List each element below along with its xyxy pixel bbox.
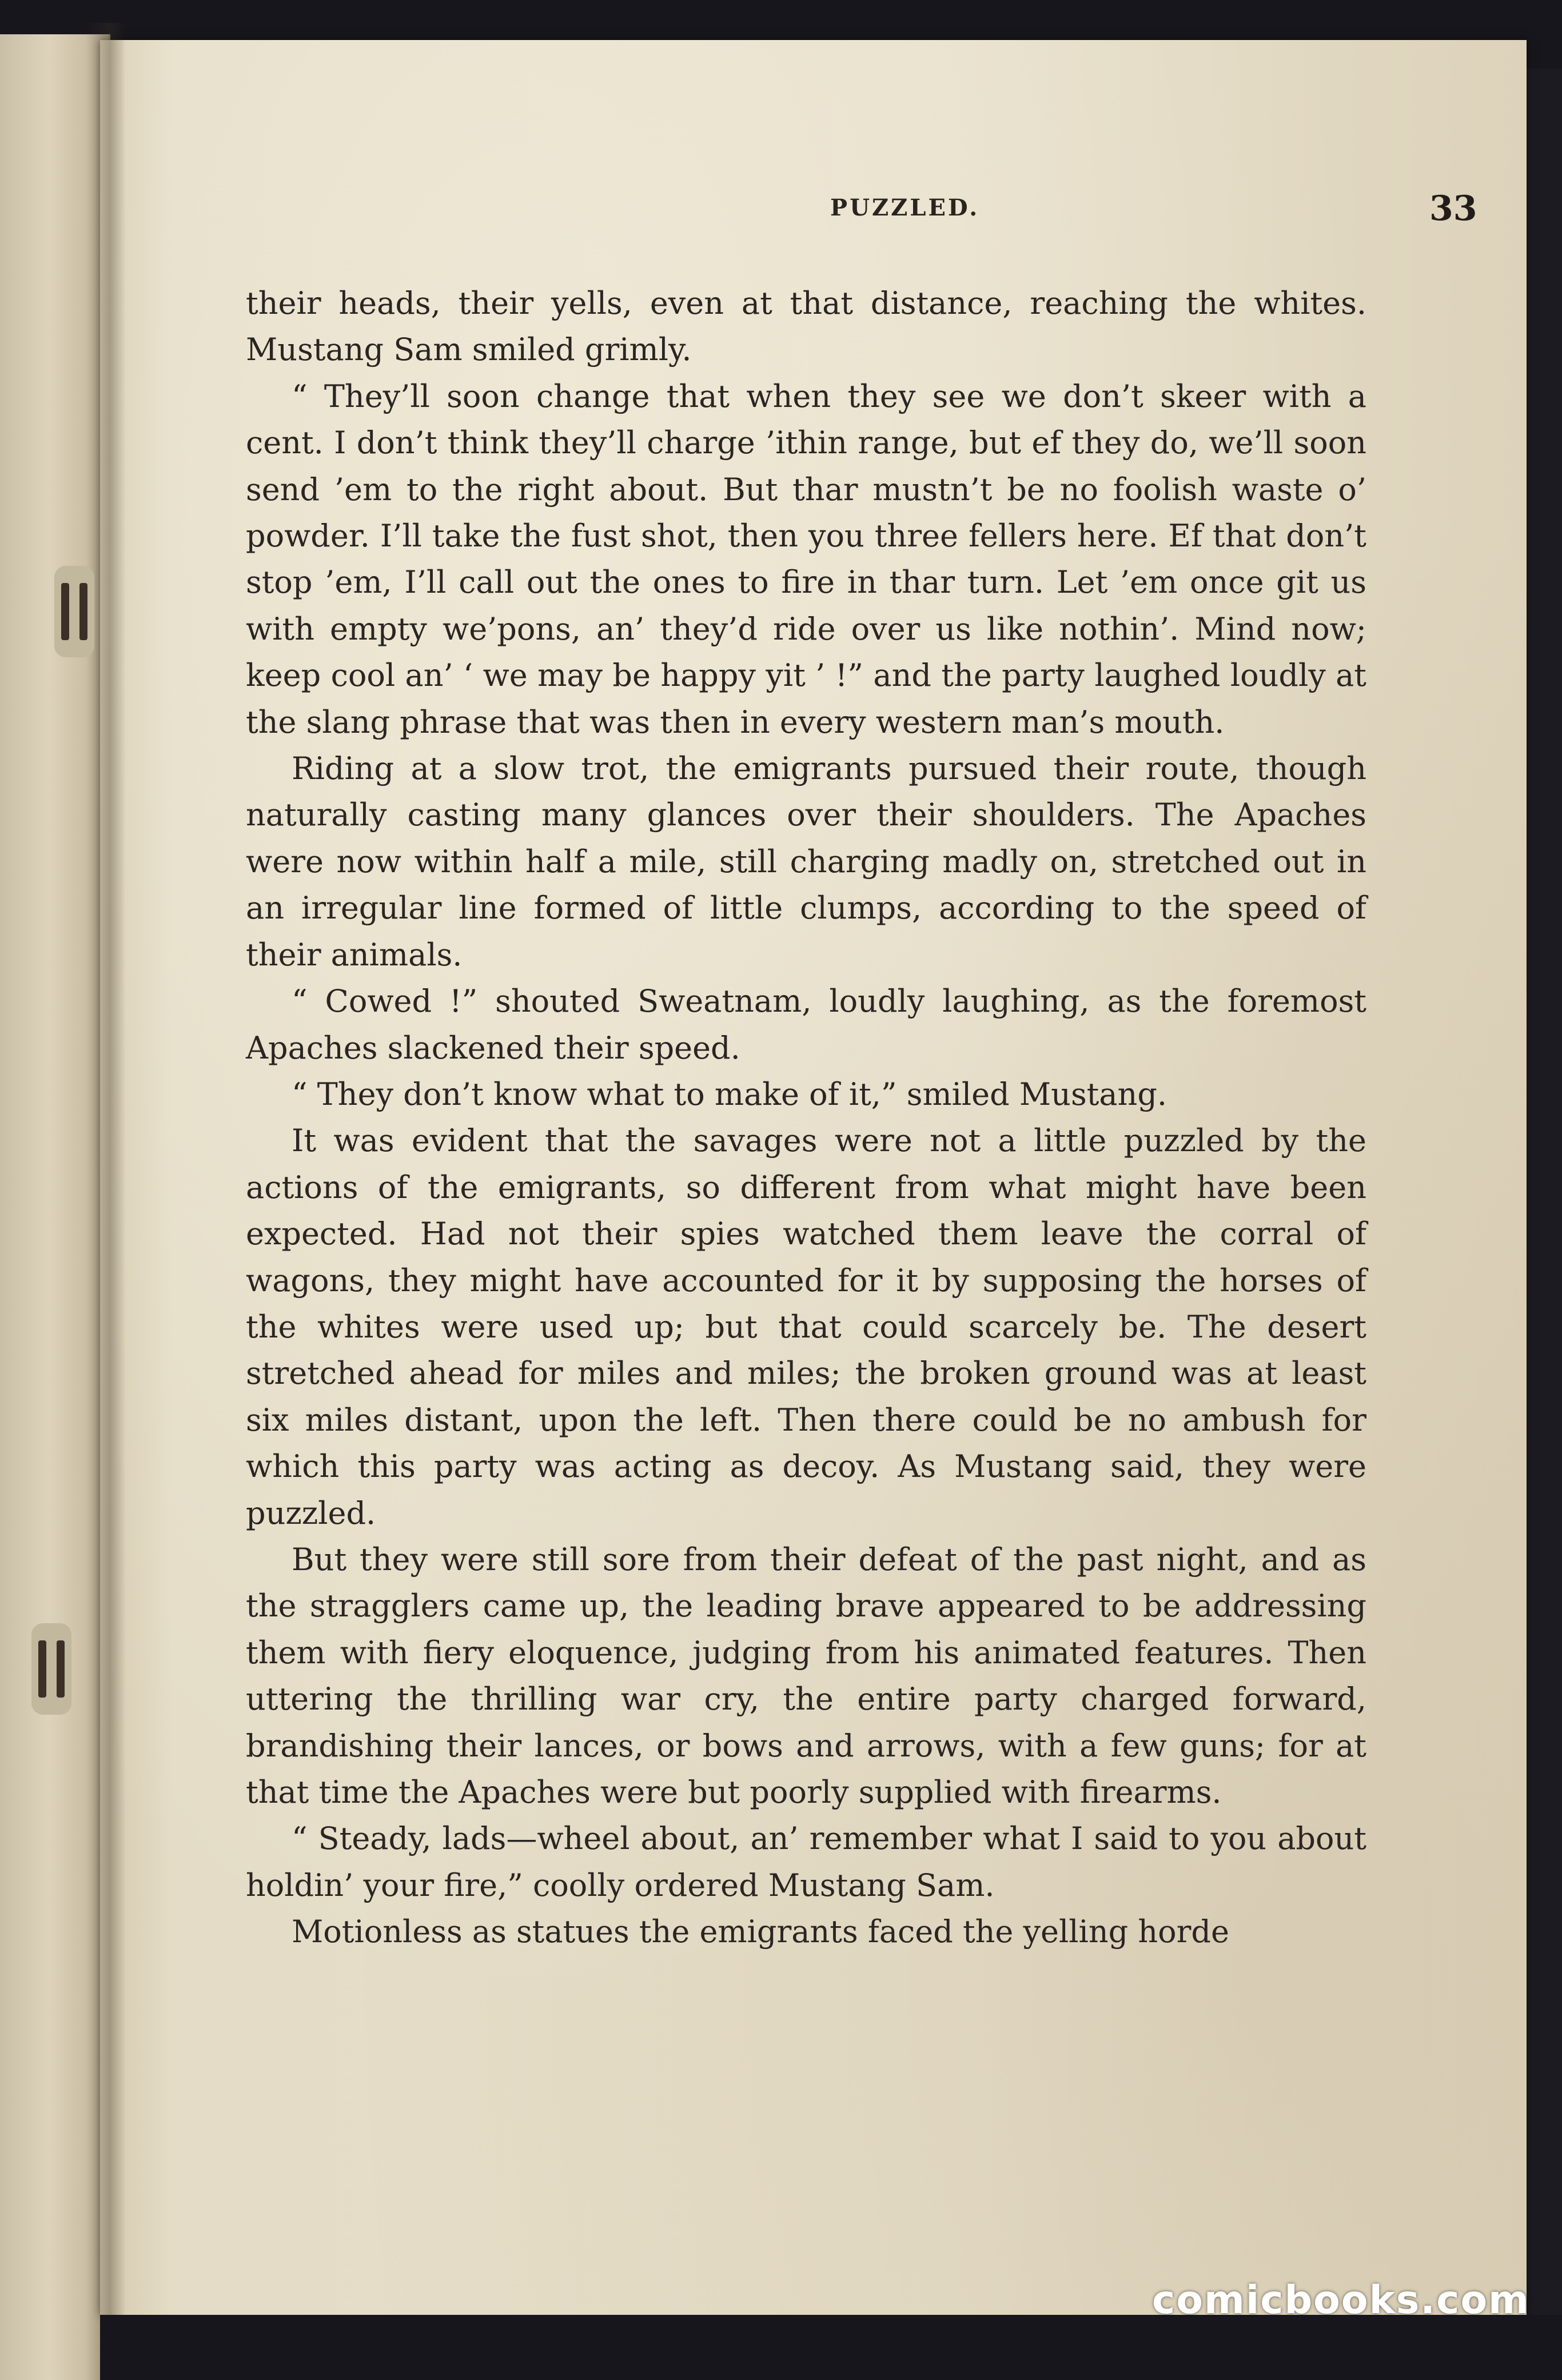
background-bottom [100,2315,1562,2380]
chapter-title: PUZZLED. [830,194,980,221]
paragraph: “ They don’t know what to make of it,” smiled Mustang. [292,1076,1167,1112]
binding-stitch-lower [31,1623,71,1715]
running-head [100,189,1527,234]
paragraph: Motionless as statues the emigrants faced the yelling horde [292,1914,1229,1950]
paragraph: “ Steady, lads—wheel about, an’ remember what I said to you about holdin’ your fire,” coolly ordered Mustang Sam. [246,1820,1366,1903]
binding-stitch-upper [54,566,94,657]
spine-shadow [86,23,126,2380]
paragraph: their heads, their yells, even at that distance, reaching the whites. Mustang Sam smiled grimly. [246,285,1366,368]
body-text [246,280,1366,1955]
paragraph: It was evident that the savages were not a little puzzled by the actions of the emigrants, so different from what might have been expected. Had not their spies watched them leave the corral of wagons, they might have accounted for it by supposing the horses of the whites were used up; but that could scarcely be. The desert stretched ahead for miles and miles; the broken ground was at least six miles distant, upon the left. Then there could be no ambush for which this party was acting as decoy. As Mustang said, they were puzzled. [246,1123,1366,1531]
paragraph: “ Cowed !” shouted Sweatnam, loudly laughing, as the foremost Apaches slackened their speed. [246,983,1366,1066]
paragraph: “ They’ll soon change that when they see we don’t skeer with a cent. I don’t think they’ll charge ’ithin range, but ef they do, we’ll soon send ’em to the right about. But thar mustn’t be no foolish waste o’ powder. I’ll take the fust shot, then you three fellers here. Ef that don’t stop ’em, I’ll call out the ones to fire in thar turn. Let ’em once git us with empty we’pons, an’ they’d ride over us like nothin’. Mind now; keep cool an’ ‘ we may be happy yit ’ !” and the party laughed loudly at the slang phrase that was then in every western man’s mouth. [246,378,1366,740]
page-number: 33 [1429,189,1477,229]
paragraph: But they were still sore from their defeat of the past night, and as the stragglers came up, the leading brave appeared to be addressing them with fiery eloquence, judging from his animated features. Then uttering the thrilling war cry, the entire party charged forward, brandishing their lances, or bows and arrows, with a few guns; for at that time the Apaches were but poorly supplied with firearms. [246,1541,1366,1810]
paragraph: Riding at a slow trot, the emigrants pursued their route, though naturally casting many glances over their shoulders. The Apaches were now within half a mile, still charging madly on, stretched out in an irregular line formed of little clumps, according to the speed of their animals. [246,750,1366,973]
watermark: comicbooks.com [1152,2278,1531,2323]
